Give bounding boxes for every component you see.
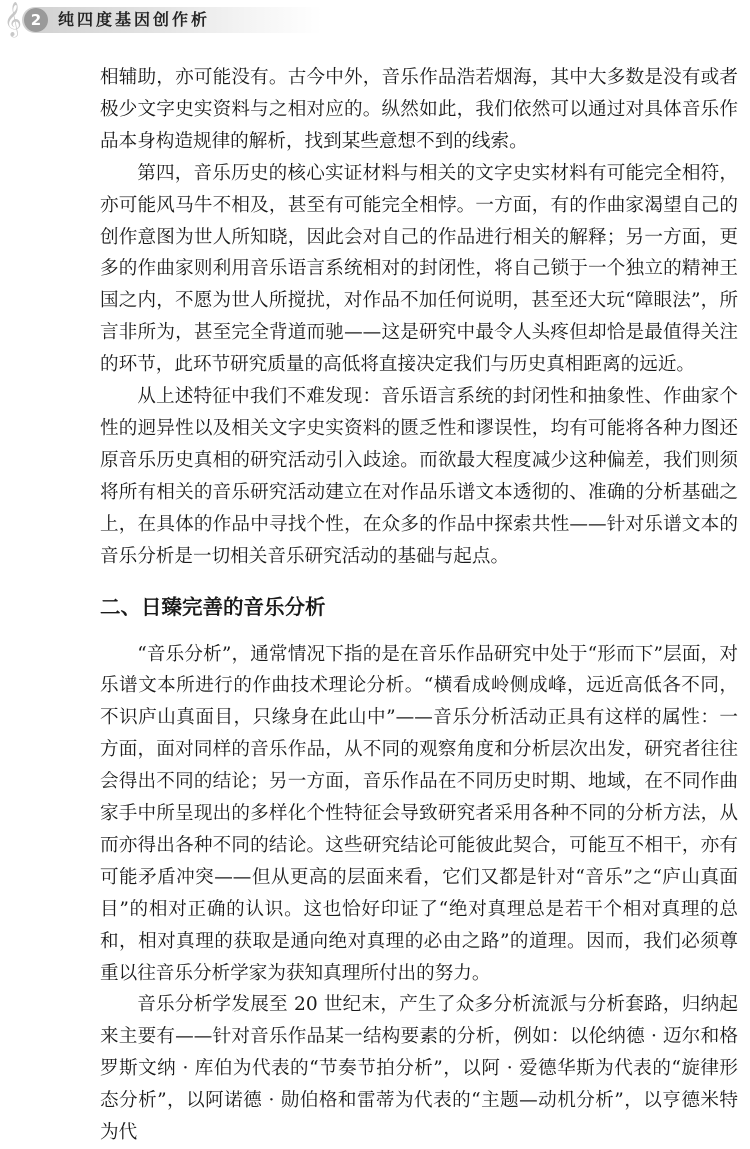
running-title: 纯四度基因创作析 <box>58 10 211 29</box>
body-paragraph: 相辅助，亦可能没有。古今中外，音乐作品浩若烟海，其中大多数是没有或者极少文字史实资料与之相对应的。纵然如此，我们依然可以通过对具体音乐作品本身构造规律的解析，找到某些意想不到的线索。 <box>100 67 738 152</box>
treble-clef-icon: 𝄞 <box>4 2 22 37</box>
section-heading: 二、日臻完善的音乐分析 <box>100 594 326 619</box>
body-paragraph: 从上述特征中我们不难发现：音乐语言系统的封闭性和抽象性、作曲家个性的迥异性以及相关文字史实资料的匮乏性和谬误性，均有可能将各种力图还原音乐历史真相的研究活动引入歧途。而欲最大程度减少这种偏差，我们则须将所有相关的音乐研究活动建立在对作品乐谱文本透彻的、准确的分析基础之上，在具体的作品中寻找个性，在众多的作品中探索共性——针对乐谱文本的音乐分析是一切相关音乐研究活动的基础与起点。 <box>100 386 738 567</box>
body-paragraph: “音乐分析”，通常情况下指的是在音乐作品研究中处于“形而下”层面，对乐谱文本所进行的作曲技术理论分析。“横看成岭侧成峰，远近高低各不同，不识庐山真面目，只缘身在此山中”——音乐分析活动正具有这样的属性：一方面，面对同样的音乐作品，从不同的观察角度和分析层次出发，研究者往往会得出不同的结论；另一方面，音乐作品在不同历史时期、地域，在不同作曲家手中所呈现出的多样化个性特征会导致研究者采用各种不同的分析方法，从而亦得出各种不同的结论。这些研究结论可能彼此契合，可能互不相干，亦有可能矛盾冲突——但从更高的层面来看，它们又都是针对“音乐”之“庐山真面目”的相对正确的认识。这也恰好印证了“绝对真理总是若干个相对真理的总和，相对真理的获取是通向绝对真理的必由之路”的道理。因而，我们必须尊重以往音乐分析学家为获知真理所付出的努力。 <box>100 643 738 984</box>
page-number: 2 <box>24 8 48 32</box>
body-paragraph: 音乐分析学发展至 20 世纪末，产生了众多分析流派与分析套路，归纳起来主要有——针对音乐作品某一结构要素的分析，例如：以伦纳德 · 迈尔和格罗斯文纳 · 库伯为代表的“节奏节拍分析”，以阿 · 爱德华斯为代表的“旋律形态分析”，以阿诺德 · 勋伯格和雷蒂为代表的“主题—动机分析”，以亨德米特为代 <box>100 994 738 1144</box>
body-paragraph: 第四，音乐历史的核心实证材料与相关的文字史实材料有可能完全相符，亦可能风马牛不相及，甚至有可能完全相悖。一方面，有的作曲家渴望自己的创作意图为世人所知晓，因此会对自己的作品进行相关的解释；另一方面，更多的作曲家则利用音乐语言系统相对的封闭性，将自己锁于一个独立的精神王国之内，不愿为世人所搅扰，对作品不加任何说明，甚至还大玩“障眼法”，所言非所为，甚至完全背道而驰——这是研究中最令人头疼但却恰是最值得关注的环节，此环节研究质量的高低将直接决定我们与历史真相距离的远近。 <box>100 162 738 376</box>
page-body <box>100 62 738 1149</box>
page-header <box>0 0 750 40</box>
